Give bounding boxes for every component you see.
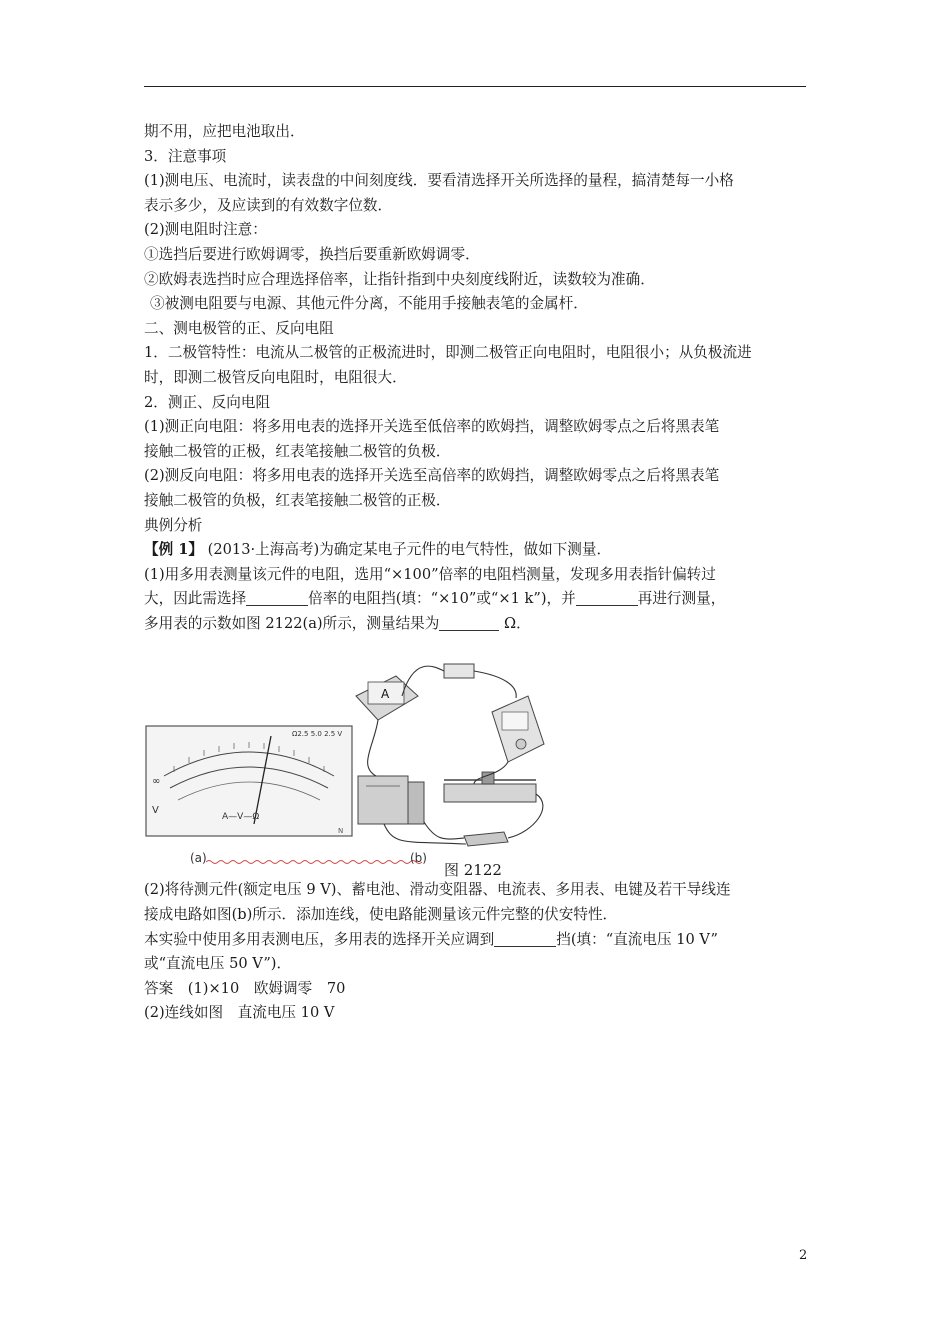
- ammeter: [356, 676, 418, 720]
- text-span: Ω．: [499, 614, 531, 632]
- section-heading: 典例分析: [144, 516, 203, 534]
- battery: [358, 776, 424, 824]
- meter-scale-top: Ω2.5 5.0 2.5 V: [292, 730, 343, 739]
- text-line: [144, 612, 810, 637]
- section-heading: 2．测正、反向电阻: [144, 393, 271, 411]
- example-source: (2013·上海高考)为确定某电子元件的电气特性，做如下测量．: [203, 541, 612, 559]
- answer-blank: [576, 589, 638, 606]
- example-tag: 【例 1】: [144, 541, 204, 559]
- answer-blank: [246, 589, 308, 606]
- multimeter-dial-a: [146, 726, 352, 836]
- multimeter-b: [492, 696, 544, 762]
- text-line: 1．二极管特性：电流从二极管的正极流进时，即测二极管正向电阻时，电阻很小；从负极流进: [144, 344, 752, 362]
- text-line: (1)用多用表测量该元件的电阻，选用“×100”倍率的电阻档测量，发现多用表指针偏转过: [144, 565, 716, 583]
- component-under-test: [464, 832, 508, 846]
- answer-line: 答案 (1)×10 欧姆调零 70: [144, 979, 346, 997]
- text-line: 时，即测二极管反向电阻时，电阻很大．: [144, 368, 407, 386]
- switch: [444, 664, 474, 678]
- ammeter-label: A: [381, 687, 390, 702]
- section-heading: 3．注意事项: [144, 147, 227, 165]
- meter-small-v: V: [152, 805, 159, 817]
- section-heading: 二、测电极管的正、反向电阻: [144, 319, 334, 337]
- page-number: 2: [799, 1248, 808, 1263]
- text-line: 或“直流电压 50 V”)．: [144, 955, 292, 973]
- answer-line: (2)连线如图 直流电压 10 V: [144, 1004, 335, 1022]
- answer-blank: [494, 930, 556, 947]
- text-line: 期不用，应把电池取出．: [144, 123, 305, 140]
- rheostat: [444, 772, 536, 802]
- figure-2122: [144, 636, 624, 878]
- underline-decoration: [206, 861, 422, 864]
- text-line: [144, 928, 810, 953]
- header-rule: [144, 86, 806, 87]
- page-body: [144, 120, 810, 1026]
- text-line: 接成电路如图(b)所示．添加连线，使电路能测量该元件完整的伏安特性．: [144, 906, 618, 924]
- text-span: 挡(填：“直流电压 10 V”: [556, 930, 718, 948]
- text-span: 本实验中使用多用表测电压，多用表的选择开关应调到: [144, 930, 495, 948]
- text-line: 表示多少，及应读到的有效数字位数．: [144, 196, 393, 214]
- text-line: ③被测电阻要与电源、其他元件分离，不能用手接触表笔的金属杆．: [150, 295, 588, 313]
- meter-infinity: ∞: [152, 776, 161, 788]
- figure-label-b: (b): [410, 851, 427, 866]
- text-span: 倍率的电阻挡(填：“×10”或“×1 k”)，并: [308, 590, 576, 608]
- meter-corner: N: [338, 827, 344, 836]
- meter-scale-label: A—V—Ω: [222, 812, 260, 823]
- text-line: ①选挡后要进行欧姆调零，换挡后要重新欧姆调零．: [144, 245, 480, 263]
- text-line: (1)测正向电阻：将多用电表的选择开关选至低倍率的欧姆挡，调整欧姆零点之后将黑表笔: [144, 418, 720, 436]
- text-line: (2)测电阻时注意：: [144, 221, 267, 239]
- text-line: (1)测电压、电流时，读表盘的中间刻度线．要看清选择开关所选择的量程，搞清楚每一小格: [144, 172, 734, 190]
- text-line: 接触二极管的负极，红表笔接触二极管的正极．: [144, 491, 451, 509]
- answer-blank: [439, 614, 499, 631]
- text-line: [144, 587, 810, 612]
- text-line: (2)将待测元件(额定电压 9 V)、蓄电池、滑动变阻器、电流表、多用表、电键及若干导线连: [144, 881, 731, 899]
- text-line: (2)测反向电阻：将多用电表的选择开关选至高倍率的欧姆挡，调整欧姆零点之后将黑表笔: [144, 467, 720, 485]
- text-line: ②欧姆表选挡时应合理选择倍率，让指针指到中央刻度线附近，读数较为准确．: [144, 270, 655, 288]
- example-heading: [144, 538, 810, 563]
- circuit-figure-illustration: [144, 636, 624, 878]
- text-line: 接触二极管的正极，红表笔接触二极管的负极．: [144, 442, 451, 460]
- figure-caption: 图 2122: [444, 861, 502, 880]
- text-span: 大，因此需选择: [144, 590, 247, 608]
- text-span: 再进行测量，: [637, 590, 726, 608]
- text-span: 多用表的示数如图 2122(a)所示，测量结果为: [144, 614, 440, 632]
- figure-label-a: (a): [190, 851, 207, 866]
